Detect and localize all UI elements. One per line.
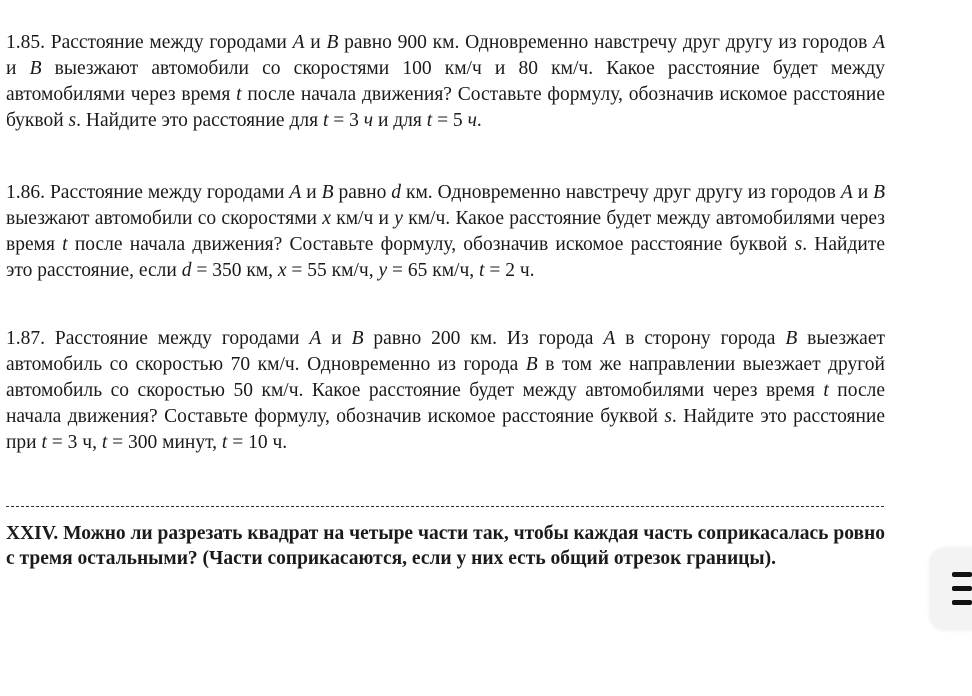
document-page <box>6 30 885 591</box>
math-variable: B <box>873 182 885 203</box>
math-variable: ч <box>467 110 477 131</box>
math-variable: t <box>62 234 68 255</box>
math-variable: y <box>378 260 388 281</box>
side-menu-handle[interactable] <box>930 548 972 630</box>
math-variable: t <box>426 110 433 131</box>
problem-text: . Найдите это расстояние для <box>76 110 323 131</box>
math-variable: t <box>322 110 329 131</box>
math-variable: B <box>525 354 538 375</box>
problem-text: равно 200 км. Из города <box>363 328 604 349</box>
math-variable: t <box>221 432 228 453</box>
problem-text: равно 900 км. Одновременно навстречу друг другу из городов <box>338 32 874 53</box>
problem-text: выезжают автомобили со скоростями 100 км/ч и 80 км/ч. Какое расстояние будет между автомобилями через время <box>6 58 885 105</box>
math-variable: x <box>277 260 287 281</box>
problem-text: после начала движения? Составьте формулу, обозначив искомое расстояние буквой <box>6 84 885 131</box>
math-variable: B <box>785 328 798 349</box>
math-variable: d <box>391 182 402 203</box>
problem-xxiv: XXIV. Можно ли разрезать квадрат на четыре части так, чтобы каждая часть соприкасалась ровно с тремя остальными? (Части соприкасаются, если у них есть общий отрезок границы). <box>6 523 885 569</box>
problem-1-86 <box>6 180 885 284</box>
problem-text: = 300 минут, <box>107 432 222 453</box>
math-variable: x <box>322 208 331 229</box>
problem-text: и <box>6 58 30 79</box>
problem-text: км/ч. Какое расстояние будет между автомобилями через время <box>6 208 885 255</box>
problem-text: 1.85. Расстояние между городами <box>6 32 293 53</box>
math-variable: s <box>794 234 803 255</box>
problem-text: км. Одновременно навстречу друг другу из городов <box>401 182 841 203</box>
math-variable: B <box>29 58 42 79</box>
math-variable: s <box>664 406 672 427</box>
math-variable: B <box>321 182 334 203</box>
problem-1-85 <box>6 30 885 134</box>
problem-text: и <box>852 182 874 203</box>
problem-text: = 350 км, <box>191 260 278 281</box>
problem-text: выезжают автомобили со скоростями <box>6 208 323 229</box>
problem-text: = 3 <box>328 110 364 131</box>
math-variable: A <box>309 328 322 349</box>
math-variable: t <box>236 84 242 105</box>
math-variable: A <box>292 32 305 53</box>
math-variable: y <box>394 208 403 229</box>
math-variable: s <box>68 110 77 131</box>
math-variable: B <box>326 32 339 53</box>
problem-text: = 65 км/ч, <box>387 260 480 281</box>
math-variable: A <box>873 32 886 53</box>
problem-text: = 2 ч. <box>484 260 535 281</box>
math-variable: ч <box>363 110 374 131</box>
math-variable: t <box>41 432 47 453</box>
problem-text: 1.86. Расстояние между городами <box>6 182 290 203</box>
problem-text: и для <box>373 110 427 131</box>
math-variable: t <box>479 260 485 281</box>
math-variable: t <box>823 380 829 401</box>
problem-text: . Найдите это расстояние при <box>6 406 885 453</box>
math-variable: A <box>289 182 302 203</box>
problem-text: = 55 км/ч, <box>286 260 379 281</box>
math-variable: t <box>101 432 108 453</box>
math-variable: d <box>181 260 192 281</box>
problem-text: = 5 <box>432 110 468 131</box>
problem-text: = 3 ч, <box>46 432 102 453</box>
problem-text: = 10 ч. <box>227 432 288 453</box>
section-divider <box>6 506 884 507</box>
problem-text: выезжает автомобиль со скоростью 70 км/ч. Одновременно из города <box>6 328 886 375</box>
problem-text: 1.87. Расстояние между городами <box>6 328 310 349</box>
math-variable: A <box>840 182 853 203</box>
problem-text: и <box>304 32 327 53</box>
problem-text: в сторону города <box>615 328 786 349</box>
math-variable: A <box>603 328 616 349</box>
problem-1-87 <box>6 326 885 456</box>
problem-text: после начала движения? Составьте формулу, обозначив искомое расстояние буквой <box>6 380 885 427</box>
problem-text: в том же направлении выезжает другой автомобиль со скоростью 50 км/ч. Какое расстояние будет между автомобилями через время <box>6 354 885 401</box>
problem-text: равно <box>333 182 392 203</box>
problem-text: . <box>476 110 482 131</box>
problem-text: после начала движения? Составьте формулу, обозначив искомое расстояние буквой <box>67 234 795 255</box>
problem-text: и <box>301 182 322 203</box>
problem-text: . Найдите это расстояние, если <box>6 234 886 281</box>
math-variable: B <box>351 328 364 349</box>
problem-text: и <box>321 328 352 349</box>
problem-text: км/ч и <box>330 208 395 229</box>
